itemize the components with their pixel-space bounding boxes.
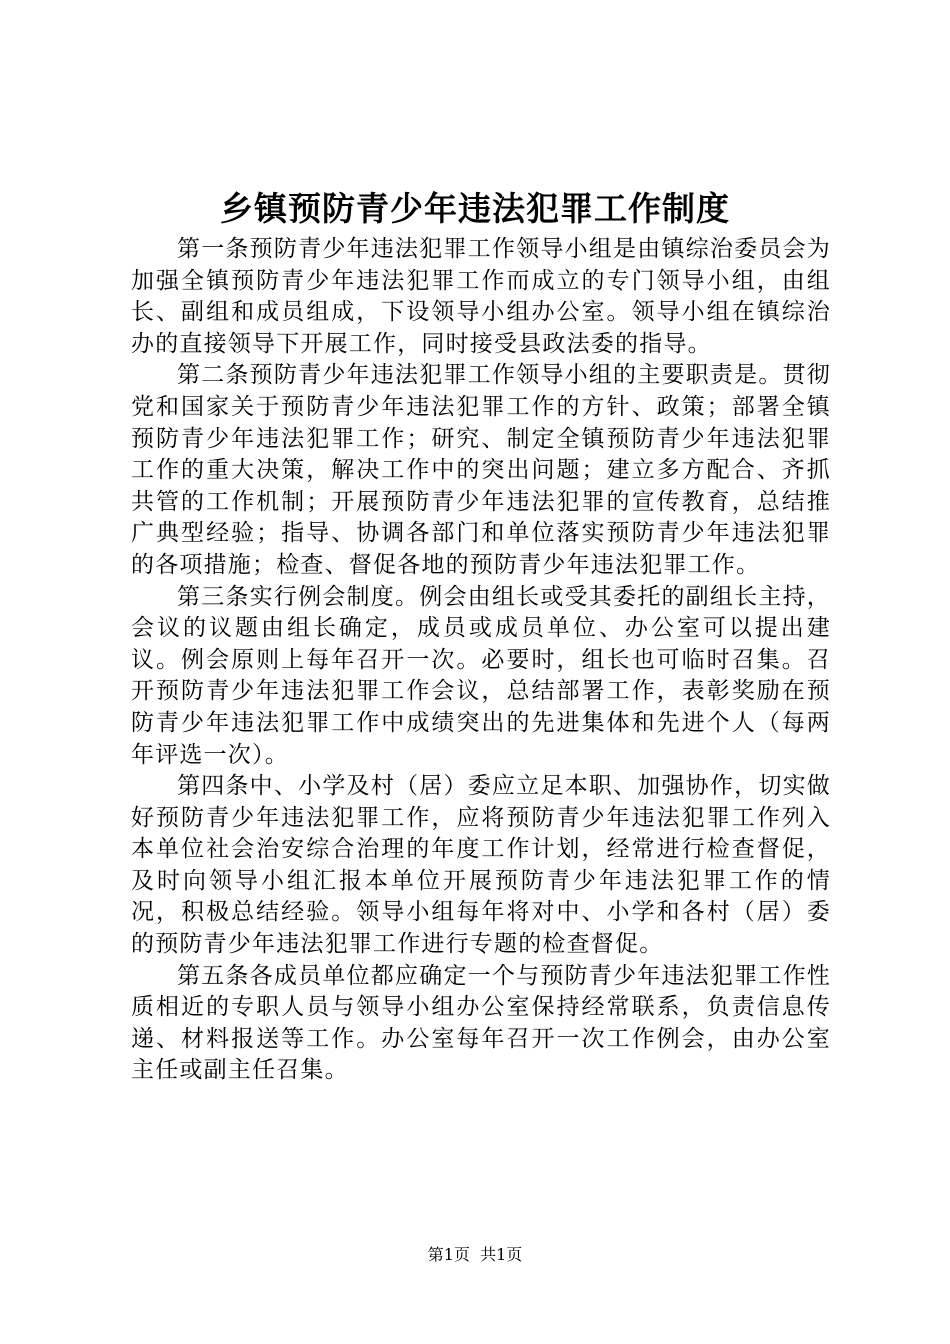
article-5-paragraph: 第五条各成员单位都应确定一个与预防青少年违法犯罪工作性质相近的专职人员与领导小组办公室保持经常联系，负责信息传递、材料报送等工作。办公室每年召开一次工作例会，由办公室主任或副主任召集。 bbox=[131, 962, 831, 1084]
page-total: 共1页 bbox=[480, 1245, 523, 1264]
page-number: 第1页 bbox=[427, 1245, 470, 1264]
page-footer bbox=[0, 1244, 950, 1266]
article-4-paragraph: 第四条中、小学及村（居）委应立足本职、加强协作，切实做好预防青少年违法犯罪工作，应将预防青少年违法犯罪工作列入本单位社会治安综合治理的年度工作计划，经常进行检查督促，及时向领导小组汇报本单位开展预防青少年违法犯罪工作的情况，积极总结经验。领导小组每年将对中、小学和各村（居）委的预防青少年违法犯罪工作进行专题的检查督促。 bbox=[131, 773, 831, 958]
article-2-paragraph: 第二条预防青少年违法犯罪工作领导小组的主要职责是。贯彻党和国家关于预防青少年违法犯罪工作的方针、政策；部署全镇预防青少年违法犯罪工作；研究、制定全镇预防青少年违法犯罪工作的重大决策，解决工作中的突出问题；建立多方配合、齐抓共管的工作机制；开展预防青少年违法犯罪的宣传教育，总结推广典型经验；指导、协调各部门和单位落实预防青少年违法犯罪的各项措施；检查、督促各地的预防青少年违法犯罪工作。 bbox=[131, 362, 831, 578]
article-1-paragraph: 第一条预防青少年违法犯罪工作领导小组是由镇综治委员会为加强全镇预防青少年违法犯罪工作而成立的专门领导小组，由组长、副组和成员组成，下设领导小组办公室。领导小组在镇综治办的直接领导下开展工作，同时接受县政法委的指导。 bbox=[131, 236, 831, 357]
article-3-paragraph: 第三条实行例会制度。例会由组长或受其委托的副组长主持，会议的议题由组长确定，成员或成员单位、办公室可以提出建议。例会原则上每年召开一次。必要时，组长也可临时召集。召开预防青少年违法犯罪工作会议，总结部署工作，表彰奖励在预防青少年违法犯罪工作中成绩突出的先进集体和先进个人（每两年评选一次）。 bbox=[131, 583, 831, 768]
document-body bbox=[131, 234, 831, 1087]
document-title: 乡镇预防青少年违法犯罪工作制度 bbox=[220, 189, 730, 228]
